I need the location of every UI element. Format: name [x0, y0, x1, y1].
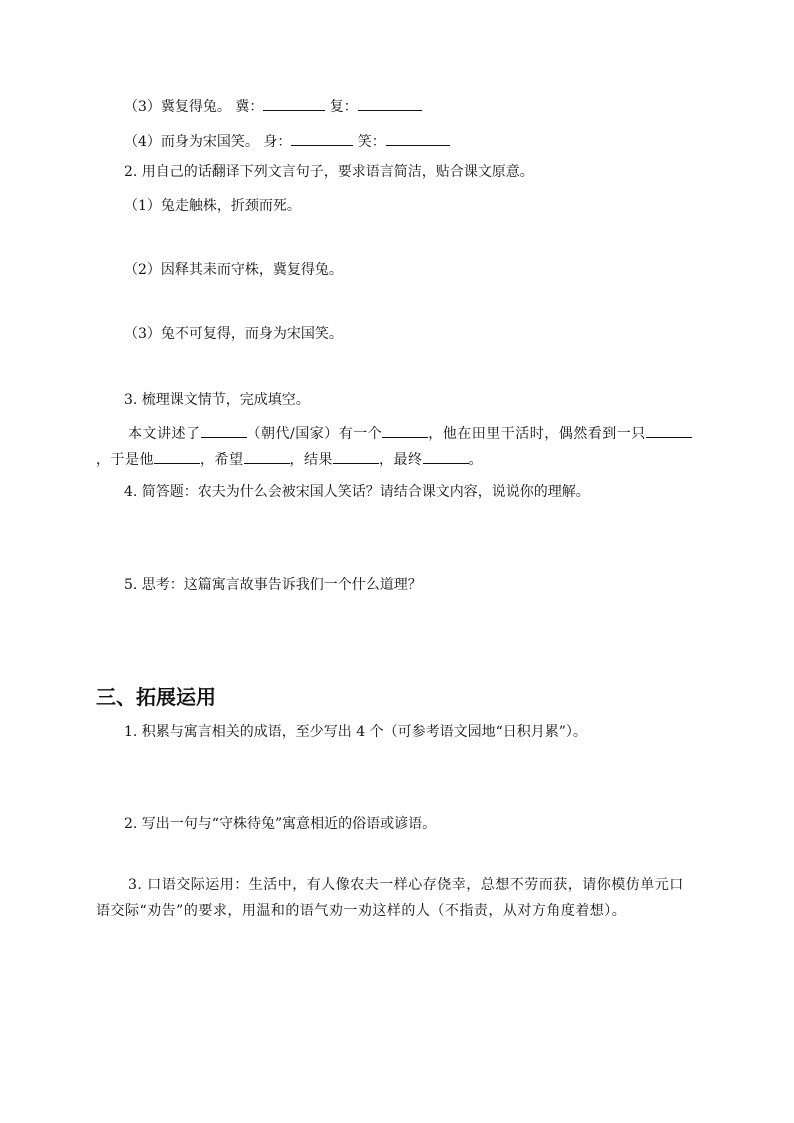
answer-blank[interactable] — [646, 423, 692, 438]
answer-blank[interactable] — [333, 449, 379, 464]
answer-blank[interactable] — [263, 96, 325, 111]
answer-blank[interactable] — [358, 96, 422, 111]
answer-blank[interactable] — [154, 449, 200, 464]
q1-item-3-text: （3）冀复得兔。 冀： — [124, 99, 264, 115]
answer-blank[interactable] — [423, 449, 469, 464]
q1-item-4 — [124, 131, 450, 152]
s3-q3-prompt: 3. 口语交际运用：生活中，有人像农夫一样心存侥幸，总想不劳而获，请你模仿单元口语交际“劝告”的要求，用温和的语气劝一劝这样的人（不指责，从对方角度着想）。 — [96, 877, 684, 919]
s3-q1-prompt: 1. 积累与寓言相关的成语，至少写出 4 个（可参考语文园地“日积月累”）。 — [124, 724, 587, 740]
q3-text: 本文讲述了 — [128, 426, 201, 442]
q3-text: ，于是他 — [96, 452, 154, 468]
answer-blank[interactable] — [386, 131, 450, 146]
q3-text: ，希望 — [200, 452, 244, 468]
q1-item-4-text: （4）而身为宋国笑。 身： — [124, 134, 292, 150]
q3-text: ，结果 — [289, 452, 333, 468]
q3-fill-paragraph — [96, 421, 698, 473]
q3-text: （朝代/国家）有一个 — [246, 426, 383, 442]
q2-sentence-1: （1）兔走触株，折颈而死。 — [124, 198, 301, 214]
q5-prompt: 5. 思考：这篇寓言故事告诉我们一个什么道理？ — [124, 577, 422, 593]
q4-prompt: 4. 简答题：农夫为什么会被宋国人笑话？请结合课文内容，说说你的理解。 — [124, 484, 590, 500]
answer-blank[interactable] — [244, 449, 290, 464]
q1-item-4-label2: 笑： — [353, 134, 386, 150]
answer-blank[interactable] — [291, 131, 353, 146]
answer-blank[interactable] — [382, 423, 428, 438]
q2-prompt: 2. 用自己的话翻译下列文言句子，要求语言简洁，贴合课文原意。 — [124, 164, 534, 180]
answer-blank[interactable] — [201, 423, 247, 438]
q3-text: 。 — [468, 452, 483, 468]
q1-item-3-label2: 复： — [325, 99, 358, 115]
q3-text: ，最终 — [379, 452, 423, 468]
section-title: 三、拓展运用 — [96, 685, 216, 709]
s3-q2-prompt: 2. 写出一句与“守株待兔”寓意相近的俗语或谚语。 — [124, 816, 437, 832]
q3-prompt: 3. 梳理课文情节，完成填空。 — [124, 392, 310, 408]
q3-text: ，他在田里干活时，偶然看到一只 — [428, 426, 646, 442]
q1-item-3 — [124, 96, 422, 117]
q2-sentence-3: （3）兔不可复得，而身为宋国笑。 — [124, 326, 343, 342]
q2-sentence-2: （2）因释其耒而守株，冀复得兔。 — [124, 262, 343, 278]
